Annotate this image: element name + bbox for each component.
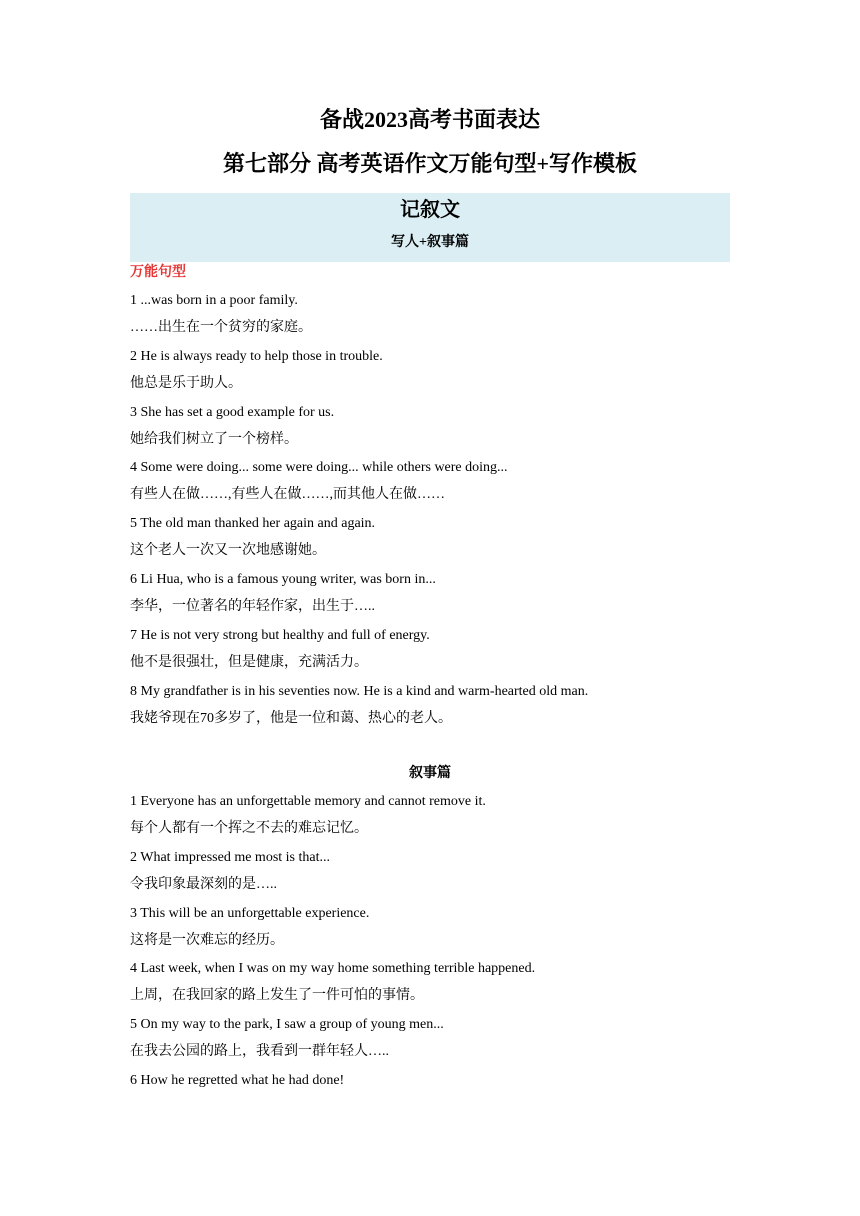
english-sentence: 2 He is always ready to help those in trouble. — [130, 348, 383, 364]
english-sentence: 6 How he regretted what he had done! — [130, 1072, 345, 1088]
list-item — [130, 403, 730, 459]
sentence-list-narrative — [130, 792, 730, 1127]
chinese-translation: 这将是一次难忘的经历。 — [130, 932, 284, 948]
section-banner — [130, 193, 730, 262]
chinese-translation: 李华，一位著名的年轻作家，出生于….. — [130, 598, 375, 614]
list-item — [130, 458, 730, 514]
list-item — [130, 1015, 730, 1071]
chinese-translation: 她给我们树立了一个榜样。 — [130, 431, 298, 447]
english-sentence: 3 This will be an unforgettable experience. — [130, 905, 370, 921]
chinese-translation: 每个人都有一个挥之不去的难忘记忆。 — [130, 821, 368, 836]
list-item — [130, 570, 730, 626]
english-sentence: 4 Last week, when I was on my way home something terrible happened. — [130, 961, 536, 977]
list-item — [130, 959, 730, 1015]
sentence-list-person — [130, 291, 730, 737]
document-title: 备战2023高考书面表达 — [319, 107, 540, 132]
chinese-translation: 在我去公园的路上，我看到一群年轻人….. — [130, 1044, 389, 1060]
banner-title: 记叙文 — [400, 199, 460, 221]
chinese-translation: 这个老人一次又一次地感谢她。 — [130, 543, 326, 559]
english-sentence: 7 He is not very strong but healthy and full of energy. — [130, 627, 430, 643]
section-label-sentence-patterns: 万能句型 — [130, 265, 186, 280]
english-sentence: 4 Some were doing... some were doing... while others were doing... — [130, 460, 508, 476]
chinese-translation: 上周，在我回家的路上发生了一件可怕的事情。 — [130, 988, 424, 1004]
english-sentence: 6 Li Hua, who is a famous young writer, was born in... — [130, 571, 436, 587]
banner-subtitle: 写人+叙事篇 — [391, 235, 469, 250]
list-item — [130, 291, 730, 347]
english-sentence: 3 She has set a good example for us. — [130, 404, 335, 420]
list-item — [130, 848, 730, 904]
chinese-translation: 我姥爷现在70多岁了，他是一位和蔼、热心的老人。 — [130, 710, 452, 726]
english-sentence: 5 The old man thanked her again and again. — [130, 516, 376, 532]
chinese-translation: 他总是乐于助人。 — [130, 375, 242, 391]
english-sentence: 1 ...was born in a poor family. — [130, 293, 298, 308]
section-heading-narrative: 叙事篇 — [409, 766, 451, 781]
chinese-translation: 他不是很强壮，但是健康，充满活力。 — [130, 654, 368, 670]
chinese-translation: ……出生在一个贫穷的家庭。 — [130, 320, 312, 335]
english-sentence: 2 What impressed me most is that... — [130, 849, 330, 865]
list-item — [130, 1071, 730, 1127]
list-item — [130, 626, 730, 682]
list-item — [130, 682, 730, 738]
chinese-translation: 有些人在做……,有些人在做……,而其他人在做…… — [130, 487, 445, 503]
document-subtitle: 第七部分 高考英语作文万能句型+写作模板 — [222, 151, 638, 176]
list-item — [130, 904, 730, 960]
english-sentence: 8 My grandfather is in his seventies now. He is a kind and warm-hearted old man. — [130, 683, 589, 699]
list-item — [130, 792, 730, 848]
english-sentence: 5 On my way to the park, I saw a group of young men... — [130, 1017, 444, 1033]
english-sentence: 1 Everyone has an unforgettable memory and cannot remove it. — [130, 794, 486, 809]
list-item — [130, 347, 730, 403]
chinese-translation: 令我印象最深刻的是….. — [130, 876, 277, 892]
list-item — [130, 514, 730, 570]
